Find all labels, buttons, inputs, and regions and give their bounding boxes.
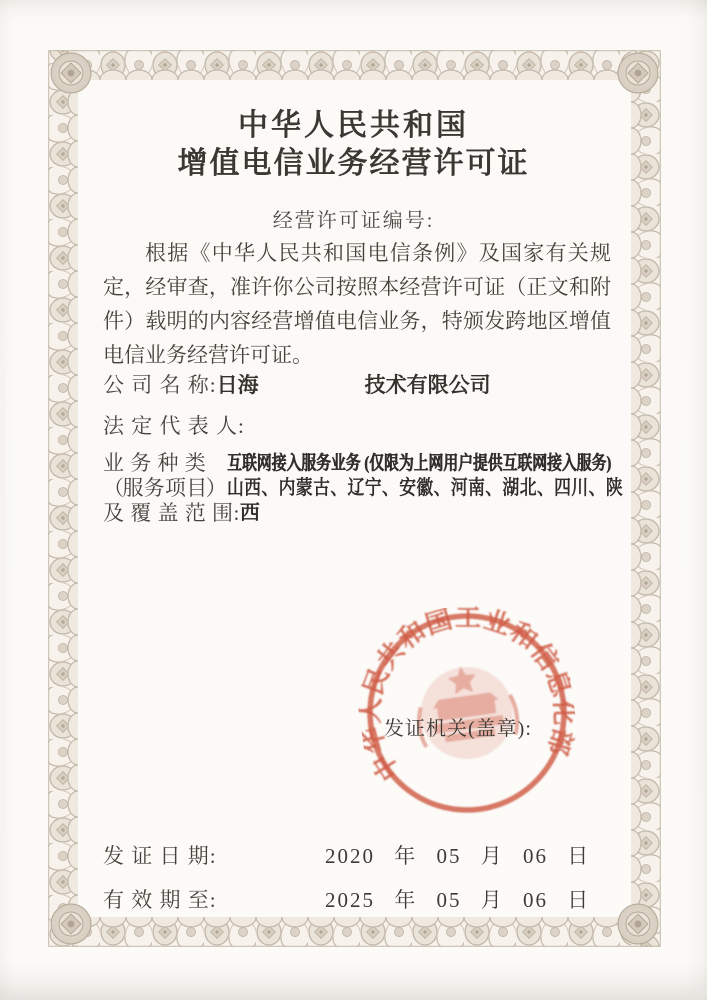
business-type-label: 业 务 种 类 [103, 451, 207, 475]
company-name-prefix: 日海 [216, 373, 259, 397]
coverage-provinces-value: 山西、内蒙古、辽宁、安徽、河南、湖北、四川、陕 [227, 477, 624, 499]
business-type-value: 互联网接入服务业务 (仅限为上网用户提供互联网接入服务) [227, 453, 612, 474]
seal-ring-text: 中华人民共和国工业和信息化部 [355, 603, 579, 786]
business-scope-row-3 [103, 501, 663, 526]
grant-paragraph: 根据《中华人民共和国电信条例》及国家有关规定，经审查，准许你公司按照本经营许可证（正文和附件）载明的内容经营增值电信业务，特颁发跨地区增值电信业务经营许可证。 [103, 241, 611, 367]
license-number-row [0, 204, 707, 233]
coverage-value-cont: 西 [239, 502, 260, 524]
expiry-date-label: 有 效 期 至: [103, 888, 217, 912]
issuer-label: 发证机关(盖章): [384, 718, 532, 740]
company-name-label: 公 司 名 称: [103, 373, 217, 397]
certificate-title: 增值电信业务经营许可证 [177, 147, 530, 180]
expiry-date-row [103, 884, 591, 914]
business-scope-block [103, 451, 663, 526]
issue-date-row [103, 840, 591, 870]
legal-representative-row [103, 410, 245, 440]
business-scope-row-2 [103, 476, 663, 501]
issue-date-value: 2020 年 05 月 06 日 [325, 844, 591, 868]
expiry-date-value: 2025 年 05 月 06 日 [325, 888, 591, 912]
company-name-row [103, 369, 491, 399]
license-number-label: 经营许可证编号: [272, 210, 435, 232]
coverage-label: 及 覆 盖 范 围: [103, 501, 240, 525]
business-scope-row-1 [103, 451, 663, 476]
legal-representative-label: 法 定 代 表 人: [103, 414, 245, 438]
service-items-label: （服 务 项 目） [103, 476, 226, 500]
country-title: 中华人民共和国 [238, 109, 469, 142]
company-name-suffix: 技术有限公司 [364, 373, 491, 397]
issue-date-label: 发 证 日 期: [103, 844, 217, 868]
